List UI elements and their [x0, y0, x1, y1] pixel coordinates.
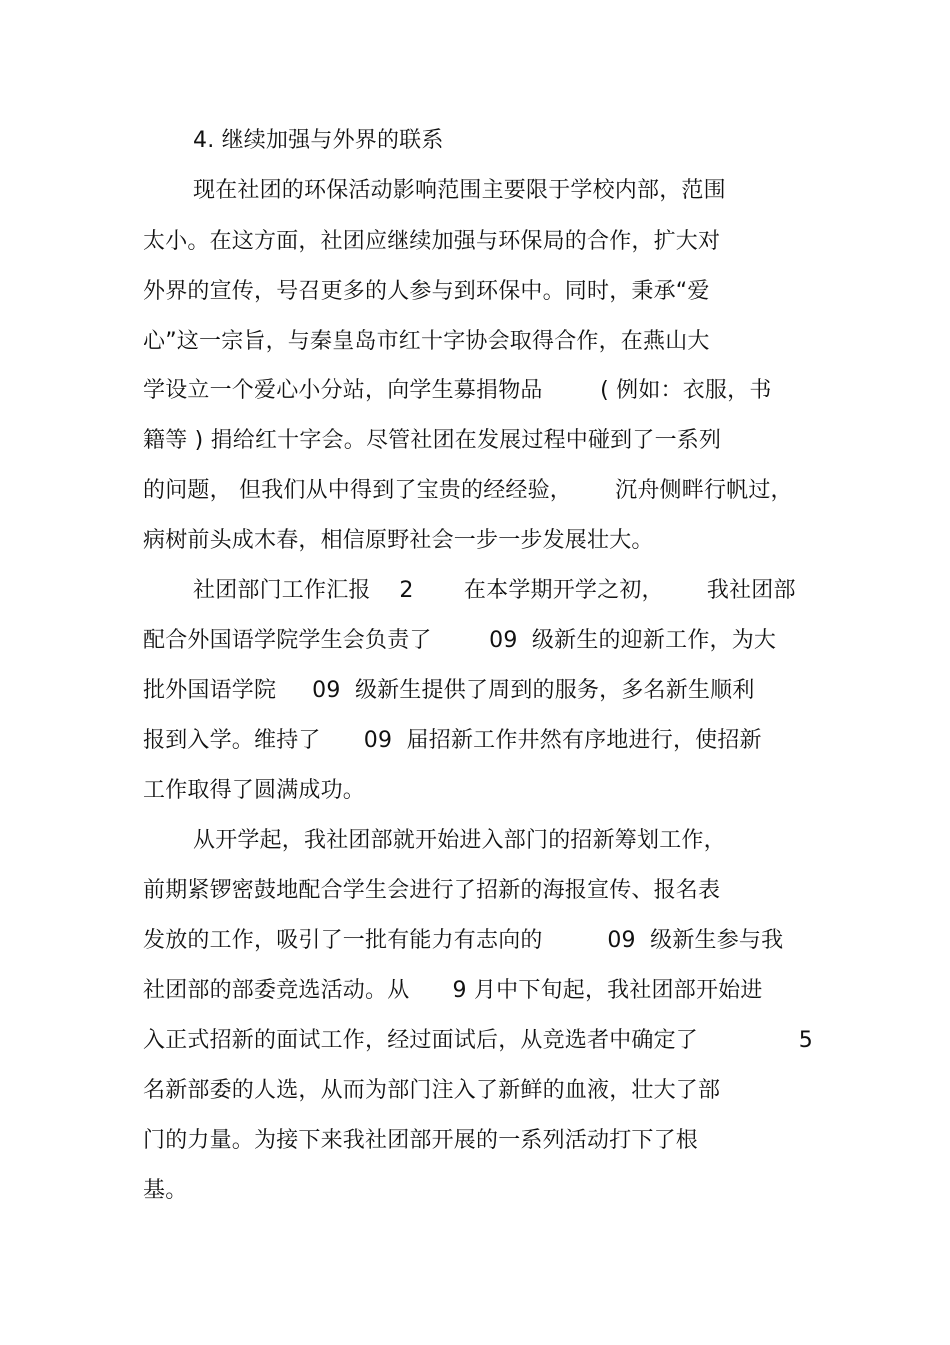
text-line: 4. 继续加强与外界的联系 [193, 128, 444, 153]
text-line: 工作取得了圆满成功。 [143, 778, 366, 803]
text-line: 的问题， 但我们从中得到了宝贵的经经验， 沉舟侧畔行帆过， [143, 478, 793, 503]
text-line: 配合外国语学院学生会负责了 09 级新生的迎新工作，为大 [143, 628, 777, 653]
text-line: 现在社团的环保活动影响范围主要限于学校内部，范围 [193, 178, 726, 203]
text-line: 太小。在这方面，社团应继续加强与环保局的合作，扩大对 [143, 229, 721, 254]
text-line: 前期紧锣密鼓地配合学生会进行了招新的海报宣传、报名表 [143, 878, 721, 903]
text-line: 社团部门工作汇报 2 在本学期开学之初， 我社团部 [193, 578, 796, 603]
text-line: 籍等 ) 捐给红十字会。尽管社团在发展过程中碰到了一系列 [143, 428, 722, 453]
text-line: 名新部委的人选，从而为部门注入了新鲜的血液，壮大了部 [143, 1078, 721, 1103]
text-line: 从开学起，我社团部就开始进入部门的招新筹划工作， [193, 828, 726, 853]
text-line: 入正式招新的面试工作，经过面试后，从竞选者中确定了 5 [143, 1028, 813, 1053]
text-line: 基。 [143, 1178, 188, 1203]
text-line: 病树前头成木春，相信原野社会一步一步发展壮大。 [143, 528, 654, 553]
text-line: 门的力量。为接下来我社团部开展的一系列活动打下了根 [143, 1128, 699, 1153]
text-line: 报到入学。维持了 09 届招新工作井然有序地进行，使招新 [143, 728, 762, 753]
text-line: 心”这一宗旨，与秦皇岛市红十字协会取得合作，在燕山大 [143, 329, 710, 354]
text-line: 社团部的部委竞选活动。从 9 月中下旬起，我社团部开始进 [143, 978, 763, 1003]
text-line: 外界的宣传，号召更多的人参与到环保中。同时，秉承“爱 [143, 279, 710, 304]
text-line: 发放的工作，吸引了一批有能力有志向的 09 级新生参与我 [143, 928, 784, 953]
text-line: 批外国语学院 09 级新生提供了周到的服务，多名新生顺利 [143, 678, 755, 703]
text-line: 学设立一个爱心小分站，向学生募捐物品 ( 例如：衣服，书 [143, 378, 772, 403]
